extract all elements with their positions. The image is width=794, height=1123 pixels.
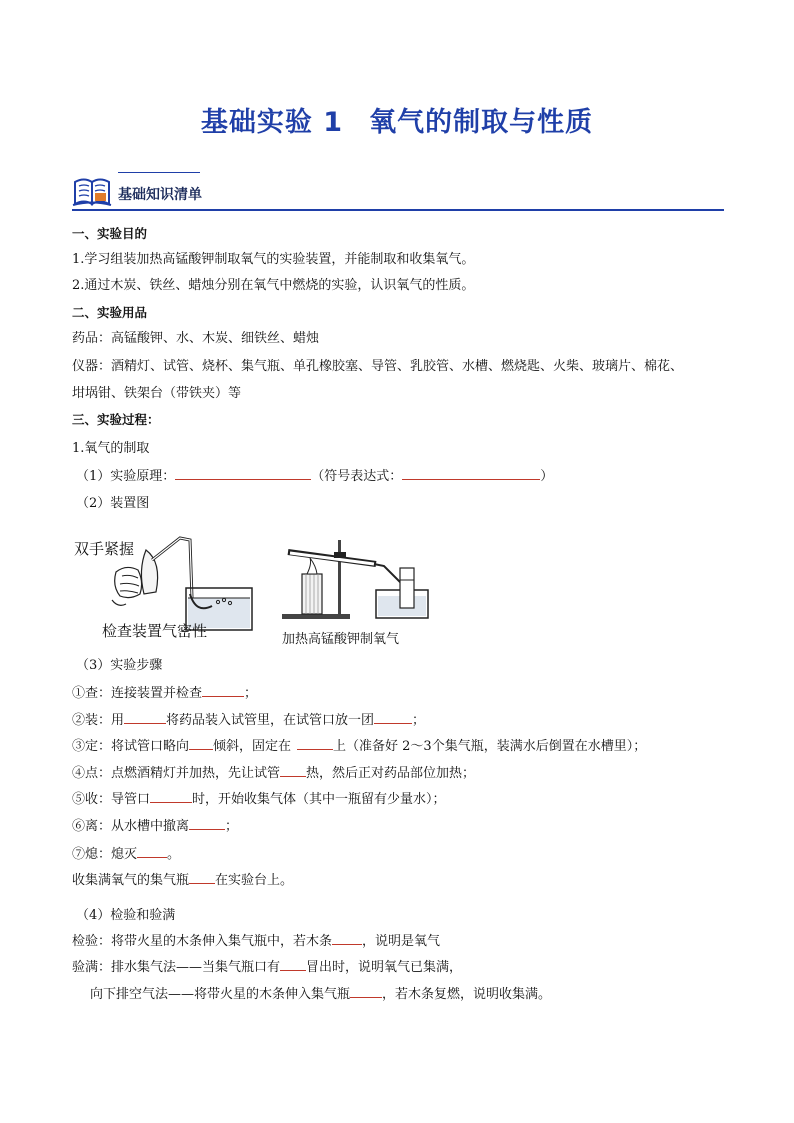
fig2-caption: 加热高锰酸钾制氧气 (282, 632, 400, 647)
step-7-end: 。 (167, 847, 181, 862)
airtightness-figure (72, 528, 272, 644)
full-line-2 (90, 985, 551, 1004)
step-4-blank (280, 764, 306, 777)
test-blank (332, 932, 362, 945)
step-5-blank (150, 790, 192, 803)
heating-drawing (280, 528, 430, 628)
step-1-end: ； (244, 686, 258, 701)
step-7 (72, 845, 180, 864)
heating-figure (280, 528, 430, 647)
test-line (72, 932, 440, 951)
principle-line (76, 467, 553, 486)
title-part-1: 基础实验 1 (200, 107, 344, 138)
step-1-blank (202, 684, 244, 697)
formula-blank (402, 467, 540, 480)
materials-instruments-line-1: 仪器：酒精灯、试管、烧杯、集气瓶、单孔橡胶塞、导管、乳胶管、水槽、燃烧匙、火柴、玻璃片、棉花、 (72, 359, 684, 374)
step-6-end: ； (225, 819, 239, 834)
fig1-hand-label: 双手紧握 (74, 540, 135, 558)
store-end: 在实验台上。 (215, 873, 294, 888)
apparatus-figures (72, 528, 452, 648)
fig1-caption: 检查装置气密性 (102, 622, 208, 640)
steps-title: （3）实验步骤 (76, 658, 163, 673)
step-1-text: ①查：连接装置并检查 (72, 686, 203, 701)
materials-chemicals: 药品：高锰酸钾、水、木炭、细铁丝、蜡烛 (72, 331, 320, 346)
step-3-blank-1 (189, 737, 213, 750)
materials-heading: 二、实验用品 (72, 305, 148, 320)
step-4-text: ④点：点燃酒精灯并加热，先让试管 (72, 766, 281, 781)
principle-blank (175, 467, 311, 480)
book-icon (72, 174, 112, 208)
section-header (72, 168, 724, 214)
purpose-heading: 一、实验目的 (72, 226, 148, 241)
full-2-end: ，若木条复燃，说明收集满。 (382, 987, 552, 1002)
principle-close: ） (540, 469, 554, 484)
principle-label: （1）实验原理： (76, 469, 176, 484)
section-header-rule (72, 209, 724, 211)
section-header-label: 基础知识清单 (118, 187, 202, 203)
step-6-blank (189, 817, 225, 830)
process-sub-1: 1.氧气的制取 (72, 441, 150, 456)
step-2-blank-1 (124, 711, 166, 724)
step-2 (72, 711, 425, 730)
step-3-blank-2 (297, 737, 333, 750)
full-2-blank (350, 985, 382, 998)
step-6-text: ⑥离：从水槽中撤离 (72, 819, 190, 834)
step-2-text: ②装：用 (72, 713, 125, 728)
full-2-text: 向下排空气法——将带火星的木条伸入集气瓶 (90, 987, 351, 1002)
full-1-text: 验满：排水集气法——当集气瓶口有 (72, 960, 281, 975)
purpose-item-2: 2.通过木炭、铁丝、蜡烛分别在氧气中燃烧的实验，认识氧气的性质。 (72, 278, 475, 293)
test-text: 检验：将带火星的木条伸入集气瓶中，若木条 (72, 934, 333, 949)
test-end: ，说明是氧气 (362, 934, 441, 949)
full-line-1 (72, 958, 462, 977)
step-4-end: 热，然后正对药品部位加热； (306, 766, 476, 781)
step-3-middle: 倾斜，固定在 (213, 739, 292, 754)
full-1-blank (280, 958, 306, 971)
purpose-item-1: 1.学习组装加热高锰酸钾制取氧气的实验装置，并能制取和收集氧气。 (72, 252, 475, 267)
step-7-text: ⑦熄：熄灭 (72, 847, 138, 862)
step-5-text: ⑤收：导管口 (72, 792, 151, 807)
title-part-2: 氧气的制取与性质 (369, 107, 594, 138)
page-title (0, 100, 794, 139)
step-1 (72, 684, 257, 703)
materials-instruments-line-2: 坩埚钳、铁架台（带铁夹）等 (72, 386, 242, 401)
step-7-blank (137, 845, 167, 858)
store-blank (189, 871, 215, 884)
step-3-end: 上（准备好 2～3个集气瓶，装满水后倒置在水槽里）； (333, 739, 647, 754)
step-5 (72, 790, 446, 809)
store-text: 收集满氧气的集气瓶 (72, 873, 190, 888)
process-heading: 三、实验过程： (72, 412, 160, 427)
step-6 (72, 817, 238, 836)
step-5-end: 时，开始收集气体（其中一瓶留有少量水）； (192, 792, 446, 807)
principle-formula-label: （符号表达式： (311, 469, 403, 484)
step-2-end: ； (412, 713, 426, 728)
full-1-end: 冒出时，说明氧气已集满， (306, 960, 463, 975)
header-top-line (118, 172, 200, 173)
step-2-blank-2 (374, 711, 412, 724)
step-3-text: ③定：将试管口略向 (72, 739, 190, 754)
store-line (72, 871, 293, 890)
step-3 (72, 737, 646, 756)
step-2-middle: 将药品装入试管里，在试管口放一团 (166, 713, 375, 728)
test-title: （4）检验和验满 (76, 908, 176, 923)
diagram-title: （2）装置图 (76, 496, 150, 511)
step-4 (72, 764, 475, 783)
